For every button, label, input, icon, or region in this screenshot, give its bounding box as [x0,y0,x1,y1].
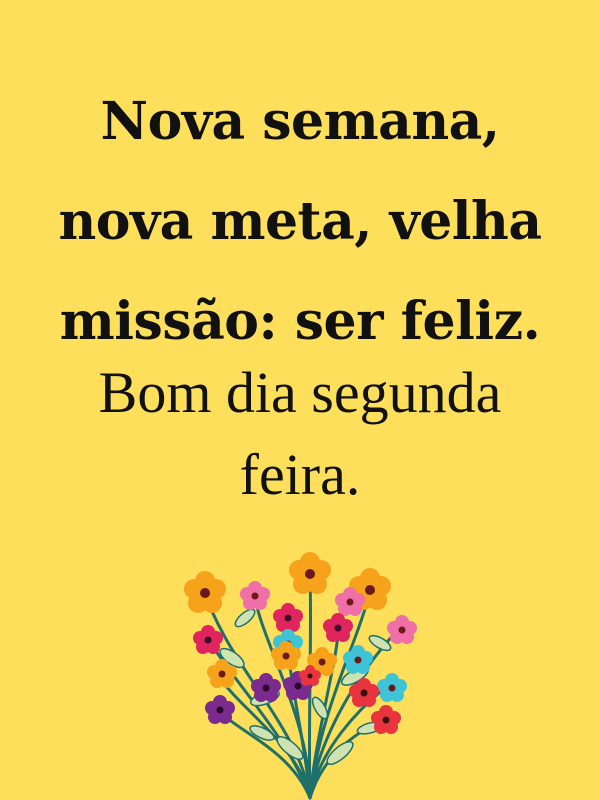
flower-red [371,705,401,734]
flower-pink [387,615,417,644]
quote-line: Nova semana, [100,91,500,152]
flower-bouquet-illustration [170,548,430,800]
flower-purple [205,695,235,724]
flower-magenta [193,625,223,654]
flower-magenta [273,603,303,632]
flower-magenta [323,613,353,642]
greeting-line: feira. [239,442,361,507]
flower-purple [251,673,281,702]
quote-text [20,72,580,372]
greeting-line: Bom dia segunda [98,360,502,425]
flower-orange [289,552,331,594]
quote-line: missão: ser feliz. [59,291,541,352]
quote-line: nova meta, velha [58,191,542,252]
flower-cyan [377,673,407,702]
flower-cyan [343,645,373,674]
flower-orange [184,571,226,613]
flower-pink [240,581,270,610]
greeting-text [20,352,580,516]
